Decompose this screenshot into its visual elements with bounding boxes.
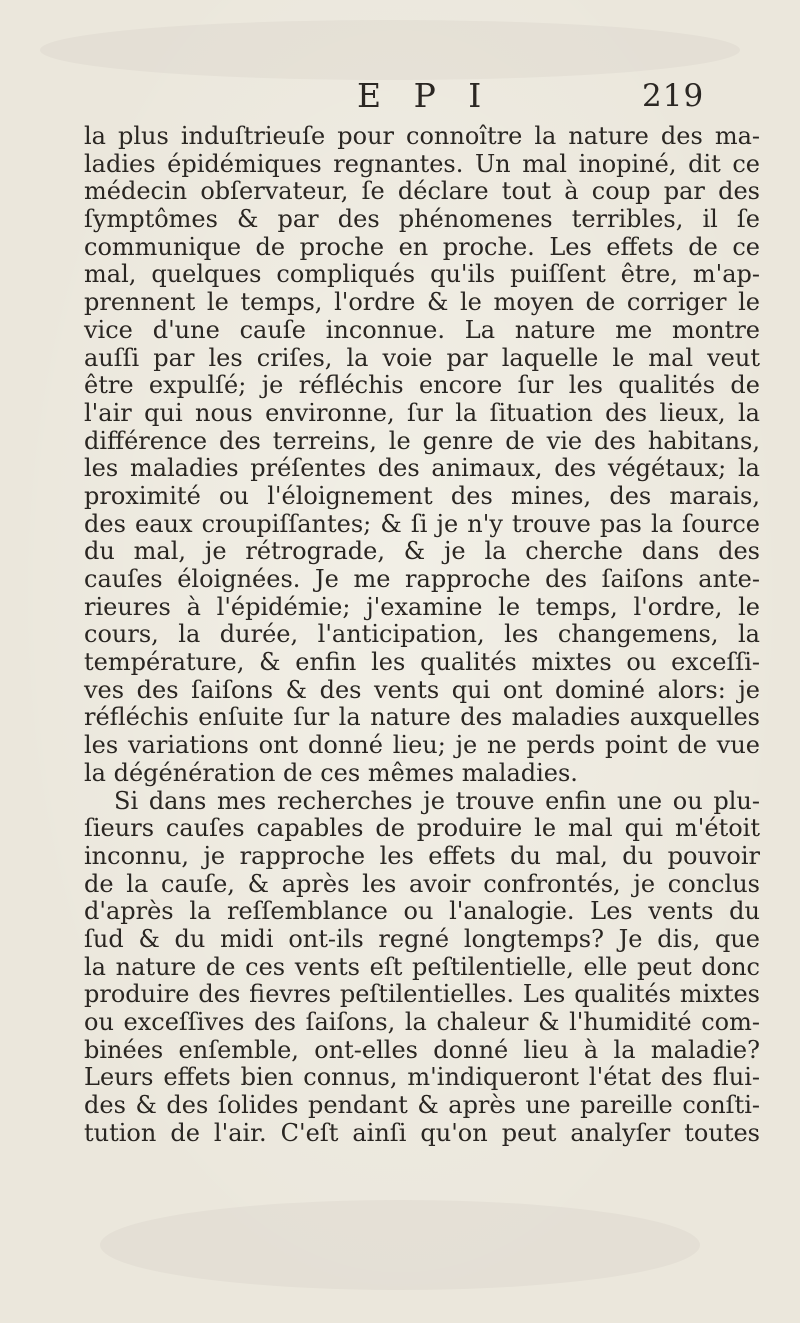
text-line: des & des ſolides pendant & après une pareille conſti- <box>84 1091 760 1120</box>
text-line: température, & enfin les qualités mixtes ou exceſſi- <box>84 648 760 677</box>
text-line: des eaux croupiſſantes; & ſi je n'y trouve pas la ſource <box>84 509 760 538</box>
text-line-paragraph-start: Si dans mes recherches je trouve enfin une ou plu- <box>114 786 760 815</box>
text-line: d'après la reſſemblance ou l'analogie. Les vents du <box>84 897 760 926</box>
paper-stain <box>40 20 740 80</box>
body-text <box>84 123 760 1147</box>
text-line: ladies épidémiques regnantes. Un mal inopiné, dit ce <box>84 149 760 178</box>
text-line: les maladies préſentes des animaux, des végétaux; la <box>84 454 760 483</box>
text-line: mal, quelques compliqués qu'ils puiſſent être, m'ap- <box>84 260 760 289</box>
text-line: ves des ſaiſons & des vents qui ont dominé alors: je <box>84 675 760 704</box>
page-header <box>0 76 800 120</box>
text-line: auſſi par les criſes, la voie par laquelle le mal veut <box>84 343 760 372</box>
text-line: l'air qui nous environne, ſur la ſituation des lieux, la <box>84 398 760 427</box>
paper-stain <box>100 1200 700 1290</box>
text-line: ſymptômes & par des phénomenes terribles, il ſe <box>84 205 760 234</box>
running-head: E P I <box>357 76 493 115</box>
text-line: proximité ou l'éloignement des mines, des marais, <box>84 481 760 510</box>
text-line: communique de proche en proche. Les effets de ce <box>84 232 760 261</box>
text-line: cauſes éloignées. Je me rapproche des ſaiſons ante- <box>84 565 760 593</box>
text-line: ſieurs cauſes capables de produire le mal qui m'étoit <box>84 814 760 843</box>
text-line: être expulſé; je réfléchis encore ſur les qualités de <box>84 371 760 400</box>
page-number: 219 <box>642 78 705 114</box>
text-line: différence des terreins, le genre de vie des habitans, <box>84 426 760 455</box>
text-line: cours, la durée, l'anticipation, les changemens, la <box>84 620 760 649</box>
text-line-paragraph-end: la dégénération de ces mêmes maladies. <box>84 758 578 787</box>
text-line: ſud & du midi ont-ils regné longtemps? Je dis, que <box>84 924 760 953</box>
text-line: Leurs effets bien connus, m'indiqueront l'état des flui- <box>84 1063 760 1092</box>
text-line: réfléchis enſuite ſur la nature des maladies auxquelles <box>84 703 760 732</box>
text-line: vice d'une cauſe inconnue. La nature me montre <box>84 315 760 344</box>
text-line: du mal, je rétrograde, & je la cherche dans des <box>84 537 760 566</box>
text-line: la plus induſtrieuſe pour connoître la nature des ma- <box>84 122 760 150</box>
text-line: de la cauſe, & après les avoir confrontés, je conclus <box>84 869 760 898</box>
text-line: produire des fievres peſtilentielles. Les qualités mixtes <box>84 980 760 1009</box>
text-line: binées enſemble, ont-elles donné lieu à la maladie? <box>84 1035 760 1064</box>
text-line: rieures à l'épidémie; j'examine le temps, l'ordre, le <box>84 592 760 621</box>
text-line: ou exceſſives des ſaiſons, la chaleur & l'humidité com- <box>84 1008 760 1036</box>
text-line: médecin obſervateur, ſe déclare tout à coup par des <box>84 177 760 206</box>
text-line: inconnu, je rapproche les effets du mal, du pouvoir <box>84 841 760 870</box>
text-line: prennent le temps, l'ordre & le moyen de corriger le <box>84 288 760 317</box>
text-line: la nature de ces vents eſt peſtilentielle, elle peut donc <box>84 952 760 981</box>
text-line: tution de l'air. C'eſt ainſi qu'on peut analyſer toutes <box>84 1118 760 1147</box>
text-line: les variations ont donné lieu; je ne perds point de vue <box>84 731 760 760</box>
